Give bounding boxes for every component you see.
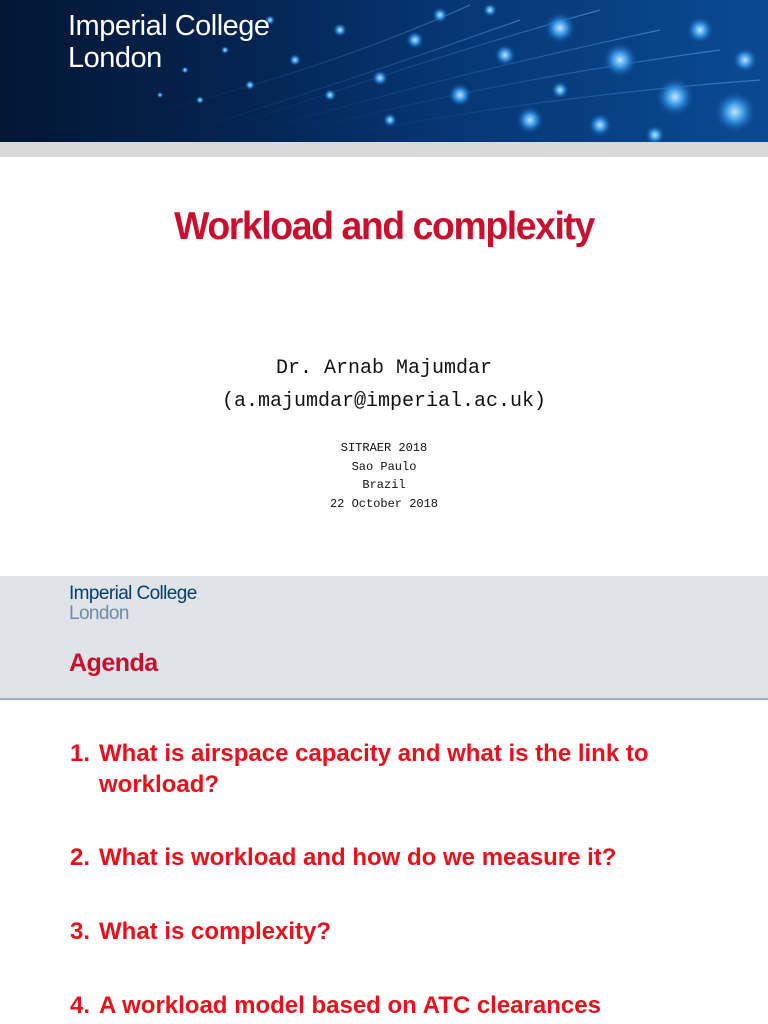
agenda-item [70,990,750,1021]
event-country: Brazil [362,478,406,492]
author-name: Dr. Arnab Majumdar [275,357,493,380]
author-email: (a.majumdar@imperial.ac.uk) [221,390,547,413]
imperial-logo [69,584,197,624]
agenda-item [70,842,750,873]
agenda-item-number: 1. [70,740,91,767]
logo-line-2: London [68,42,162,74]
agenda-item-number: 3. [70,918,91,945]
event-city: Sao Paulo [351,459,417,474]
banner-divider [0,142,768,157]
event-date: 22 October 2018 [329,496,439,511]
agenda-item-number: 4. [70,992,91,1019]
slide-title: Workload and complexity [174,205,594,248]
agenda-item-text: What is airspace capacity and what is the link to workload? [99,740,649,798]
agenda-item [70,738,750,800]
author-block [0,352,768,418]
logo-line-1: Imperial College [68,10,270,42]
agenda-item [70,916,750,947]
imperial-logo-white [68,10,270,74]
event-block [0,439,768,513]
agenda-heading: Agenda [69,649,158,677]
event-name: SITRAER 2018 [340,441,428,455]
logo2-line-1: Imperial College [69,583,197,604]
agenda-item-text: What is workload and how do we measure it? [99,844,617,871]
logo2-line-2: London [69,603,129,624]
agenda-list [70,738,750,1021]
title-banner [0,0,768,142]
agenda-item-number: 2. [70,844,91,871]
agenda-item-text: What is complexity? [99,918,332,945]
agenda-item-text: A workload model based on ATC clearances [99,992,601,1019]
